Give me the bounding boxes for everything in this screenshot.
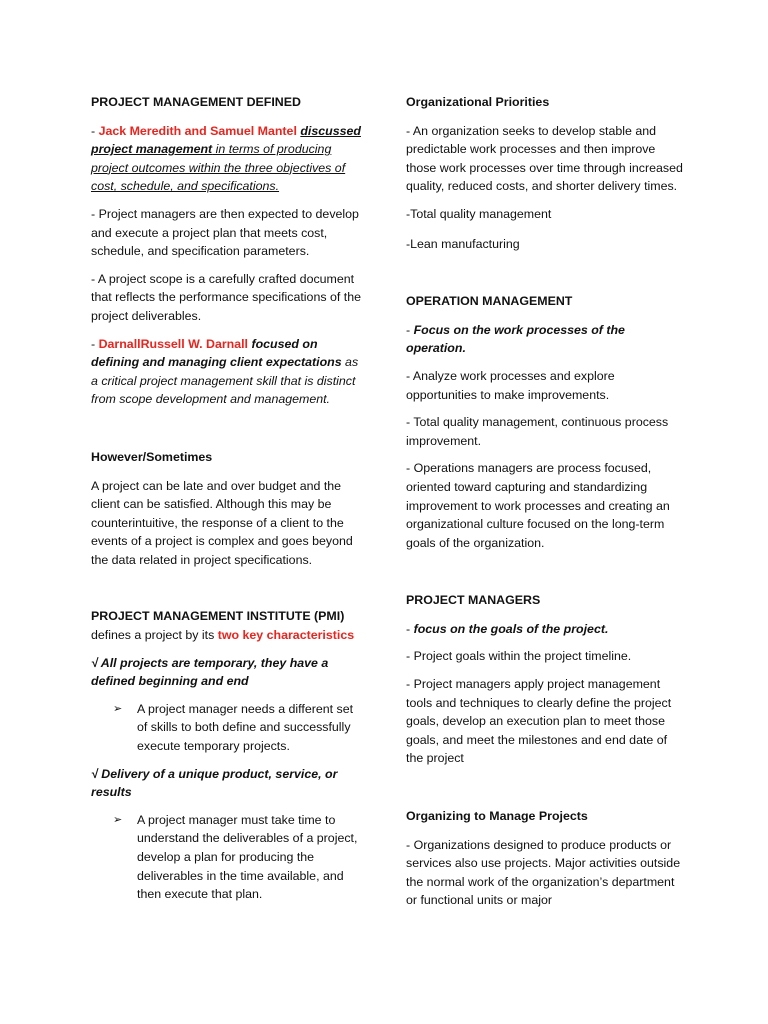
- pmi-definition-text: defines a project by its: [91, 628, 218, 643]
- arrow-bullet-icon: ➢: [113, 702, 123, 715]
- characteristic-unique: √ Delivery of a unique product, service, or results: [91, 766, 338, 800]
- tqm-continuous-paragraph: - Total quality management, continuous process improvement.: [406, 415, 669, 448]
- lean-line: -Lean manufacturing: [406, 236, 520, 251]
- darnall-paragraph: [91, 335, 366, 409]
- section-heading-pmi: PROJECT MANAGEMENT INSTITUTE (PMI): [91, 609, 345, 624]
- ops-managers-paragraph: - Operations managers are process focused, oriented toward capturing and standardizing improvement to work processes and creating an organizational culture focused on the long-term goals of the organization.: [406, 461, 670, 550]
- author-names: DarnallRussell W. Darnall: [98, 336, 249, 351]
- ops-focus-line: [406, 321, 686, 358]
- bullet-text: A project manager needs a different set of skills to both define and successfully execute temporary projects.: [137, 701, 354, 754]
- author-names: Jack Meredith and Samuel Mantel: [98, 123, 297, 138]
- dash: -: [91, 336, 99, 351]
- organizations-designed-paragraph: - Organizations designed to produce products or services also use projects. Major activities outside the normal work of the organization’s department or functional units or major: [406, 837, 681, 908]
- bullet-different-skills: [91, 700, 366, 756]
- section-heading-pm-defined: PROJECT MANAGEMENT DEFINED: [91, 95, 301, 109]
- section-heading-organizing: Organizing to Manage Projects: [406, 809, 588, 824]
- pmi-definition-line: [91, 626, 366, 645]
- bullet-understand-deliverables: [91, 811, 366, 904]
- section-heading-project-managers: PROJECT MANAGERS: [406, 593, 541, 608]
- section-heading-operation-management: OPERATION MANAGEMENT: [406, 294, 573, 309]
- characteristic-temporary: √ All projects are temporary, they have a defined beginning and end: [91, 655, 329, 689]
- pm-focus-text: focus on the goals of the project.: [413, 621, 609, 636]
- meredith-rest-text: in terms of producing project outcomes within the three objectives of cost, schedule, and specifications.: [91, 142, 346, 194]
- pm-text: project management: [91, 142, 213, 157]
- two-key-characteristics: two key characteristics: [217, 628, 355, 643]
- darnall-rest-text: as a critical project management skill that is distinct from scope development and management.: [91, 355, 359, 407]
- meredith-mantel-paragraph: [91, 122, 366, 196]
- pm-goals-line: - Project goals within the project timeline.: [406, 649, 632, 664]
- analyze-paragraph: - Analyze work processes and explore opportunities to make improvements.: [406, 368, 615, 402]
- late-budget-paragraph: A project can be late and over budget and the client can be satisfied. Although this may be counterintuitive, the response of a client to the events of a project is complex and goes beyond the data related in project specifications.: [91, 478, 353, 567]
- org-seeks-paragraph: - An organization seeks to develop stable and predictable work processes and then improve those work processes over time through increased quality, reduced costs, and shorter delivery times.: [406, 123, 683, 194]
- pm-focus-line: [406, 620, 686, 639]
- section-heading-however: However/Sometimes: [91, 449, 213, 464]
- left-column: [91, 93, 366, 913]
- pm-apply-paragraph: - Project managers apply project management tools and techniques to clearly define the project goals, develop an execution plan to meet those goals, and meet the milestones and end date of the project: [406, 677, 672, 766]
- dash: -: [406, 322, 414, 337]
- bullet-text: A project manager must take time to understand the deliverables of a project, develop a plan for producing the deliverables in the time available, and then execute that plan.: [137, 812, 358, 902]
- right-column: [406, 93, 686, 910]
- section-heading-org-priorities: Organizational Priorities: [406, 95, 550, 109]
- dash: -: [91, 123, 99, 138]
- ops-focus-text: Focus on the work processes of the operation.: [406, 322, 625, 356]
- pm-expected-paragraph: - Project managers are then expected to develop and execute a project plan that meets cost, schedule, and specification parameters.: [91, 206, 359, 259]
- project-scope-paragraph: - A project scope is a carefully crafted document that reflects the performance specifications of the project deliverables.: [91, 271, 361, 323]
- dash: -: [406, 621, 414, 636]
- arrow-bullet-icon: ➢: [113, 813, 123, 826]
- focused-text: focused on defining and managing client expectations: [91, 336, 342, 370]
- tqm-line: -Total quality management: [406, 206, 552, 221]
- discussed-text: discussed: [300, 123, 361, 138]
